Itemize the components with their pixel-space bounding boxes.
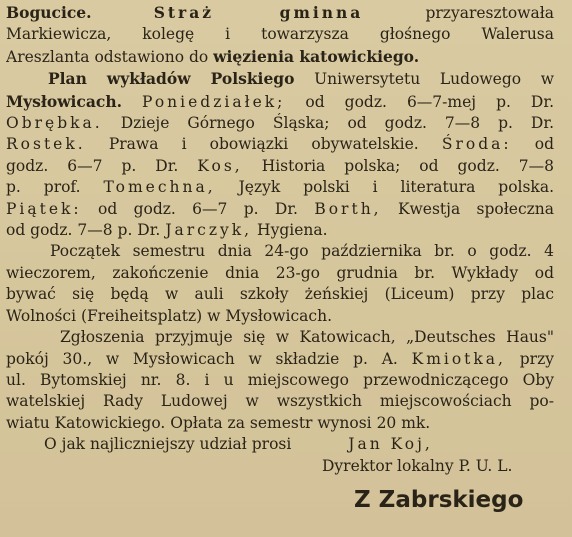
text-line: Początek semestru dnia 24-go października br. o godz. 4	[50, 242, 554, 261]
text-line: pokój 30., w Mysłowicach w składzie p. A. Kmiotka, przy	[6, 349, 554, 368]
text-line: Obrębka. Dzieje Górnego Śląska; od godz. 7—8 p. Dr.	[6, 114, 554, 133]
text-line: Rostek. Prawa i obowiązki obywatelskie. Środa: od	[6, 135, 554, 154]
text-line: Wolności (Freiheitsplatz) w Mysłowicach.	[6, 306, 332, 325]
text-line: Bogucice. Straż gminna przyaresztowała	[6, 3, 554, 22]
text-line: Plan wykładów Polskiego Uniwersytetu Ludowego w	[48, 69, 554, 89]
text-line: p. prof. Tomechna, Język polski i literatura polska.	[6, 178, 554, 197]
text-line: watelskiej Rady Ludowej w wszystkich miejscowościach po-	[6, 392, 554, 411]
paragraph-signature	[6, 434, 554, 477]
text-line: ul. Bytomskiej nr. 8. i u miejscowego przewodniczącego Oby	[6, 370, 554, 389]
text-line: wieczorem, zakończenie dnia 23-go grudnia br. Wykłady od	[6, 263, 554, 282]
paragraph-semestr	[6, 241, 554, 327]
text-line: bywać się będą w auli szkoły żeńskiej (Liceum) przy plac	[6, 285, 554, 304]
text-line: Piątek: od godz. 6—7 p. Dr. Borth, Kwestja społeczna	[6, 199, 554, 218]
text-line: godz. 6—7 p. Dr. Kos, Historia polska; od godz. 7—8	[6, 156, 554, 175]
paragraph-bogucice	[6, 2, 554, 68]
signatory-name: Jan Koj,	[348, 435, 433, 454]
text-line: Markiewicza, kolegę i towarzysza głośnego Walerusa	[6, 25, 554, 44]
section-heading: Z Zabrskiego	[354, 486, 524, 513]
text-line: Mysłowicach. Poniedziałek; od godz. 6—7-mej p. Dr.	[6, 91, 554, 111]
paragraph-zgloszenia	[6, 327, 554, 434]
place-name: Bogucice.	[6, 3, 92, 22]
text-line: wiatu Katowickiego. Opłata za semestr wynosi 20 mk.	[6, 413, 431, 432]
signatory-title: Dyrektor lokalny P. U. L.	[322, 456, 513, 475]
paragraph-plan-wykladow	[6, 68, 554, 241]
text-line: Areszlanta odstawiono do więzienia katowickiego.	[6, 46, 420, 66]
text-line: od godz. 7—8 p. Dr. Jarczyk, Hygiena.	[6, 221, 328, 240]
text-line: Zgłoszenia przyjmuje się w Katowicach, „Deutsches Haus"	[60, 328, 554, 347]
text-line: O jak najliczniejszy udział prosi Jan Koj,	[44, 435, 433, 454]
